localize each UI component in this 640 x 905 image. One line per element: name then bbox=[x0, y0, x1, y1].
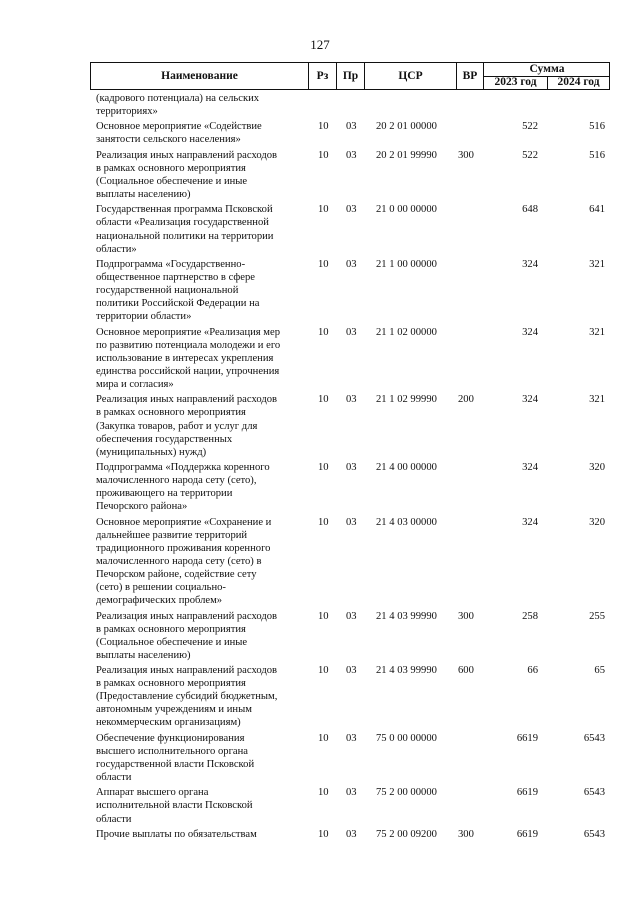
row-sum-2023: 324 bbox=[522, 462, 538, 474]
row-name: Обеспечение функционирования высшего исполнительного органа государственной власти Псковской области bbox=[96, 732, 255, 784]
row-vr: 300 bbox=[458, 828, 474, 840]
row-rz: 10 bbox=[318, 732, 329, 744]
row-rz: 10 bbox=[318, 665, 329, 677]
row-sum-2023: 324 bbox=[522, 394, 538, 406]
row-rz: 10 bbox=[318, 204, 329, 216]
table-row bbox=[0, 461, 640, 516]
row-pr: 03 bbox=[346, 665, 357, 677]
row-sum-2023: 522 bbox=[522, 121, 538, 133]
row-name: Аппарат высшего органа исполнительной власти Псковской области bbox=[96, 787, 253, 825]
row-rz: 10 bbox=[318, 149, 329, 161]
row-sum-2023: 648 bbox=[522, 204, 538, 216]
table-row bbox=[0, 92, 640, 120]
row-name: (кадрового потенциала) на сельских территориях» bbox=[96, 93, 260, 118]
row-name: Реализация иных направлений расходов в рамках основного мероприятия (Социальное обеспечение и иные выплаты населению) bbox=[96, 610, 278, 661]
table-row bbox=[0, 786, 640, 828]
row-vr: 200 bbox=[458, 394, 474, 406]
row-sum-2024: 516 bbox=[589, 121, 605, 133]
row-rz: 10 bbox=[318, 326, 329, 338]
row-csr: 75 0 00 00000 bbox=[376, 732, 437, 744]
row-pr: 03 bbox=[346, 462, 357, 474]
header-sum-group bbox=[484, 63, 610, 89]
row-sum-2024: 320 bbox=[589, 462, 605, 474]
table-row bbox=[0, 516, 640, 610]
row-sum-2024: 321 bbox=[589, 258, 605, 270]
header-vr: ВР bbox=[457, 63, 484, 89]
row-name: Прочие выплаты по обязательствам bbox=[96, 828, 257, 840]
row-name: Государственная программа Псковской области «Реализация государственной национальной политики на территории области» bbox=[96, 204, 274, 255]
row-sum-2023: 6619 bbox=[516, 787, 538, 799]
row-sum-2024: 6543 bbox=[583, 787, 605, 799]
table-row bbox=[0, 828, 640, 843]
page-number: 127 bbox=[310, 37, 330, 52]
row-rz: 10 bbox=[318, 394, 329, 406]
row-pr: 03 bbox=[346, 121, 357, 133]
row-rz: 10 bbox=[318, 258, 329, 270]
row-pr: 03 bbox=[346, 828, 357, 840]
row-pr: 03 bbox=[346, 516, 357, 528]
header-sum: Сумма bbox=[484, 63, 610, 77]
row-name: Основное мероприятие «Реализация мер по развитию потенциала молодежи и его использование в интересах укрепления единства российской нации, упрочнения мира и согласия» bbox=[96, 326, 281, 391]
row-pr: 03 bbox=[346, 394, 357, 406]
row-csr: 21 1 02 00000 bbox=[376, 326, 437, 338]
row-sum-2024: 65 bbox=[594, 665, 605, 677]
row-csr: 21 4 03 99990 bbox=[376, 665, 437, 677]
header-pr: Пр bbox=[337, 63, 365, 89]
row-pr: 03 bbox=[346, 732, 357, 744]
row-csr: 21 1 00 00000 bbox=[376, 258, 437, 270]
row-csr: 21 1 02 99990 bbox=[376, 394, 437, 406]
row-csr: 75 2 00 00000 bbox=[376, 787, 437, 799]
row-csr: 20 2 01 00000 bbox=[376, 121, 437, 133]
row-rz: 10 bbox=[318, 610, 329, 622]
row-sum-2024: 320 bbox=[589, 516, 605, 528]
row-csr: 21 4 00 00000 bbox=[376, 462, 437, 474]
row-csr: 21 4 03 99990 bbox=[376, 610, 437, 622]
row-sum-2023: 522 bbox=[522, 149, 538, 161]
row-sum-2024: 321 bbox=[589, 394, 605, 406]
row-rz: 10 bbox=[318, 828, 329, 840]
header-csr: ЦСР bbox=[365, 63, 457, 89]
row-csr: 21 0 00 00000 bbox=[376, 204, 437, 216]
header-year-2024: 2024 год bbox=[557, 76, 600, 88]
row-rz: 10 bbox=[318, 462, 329, 474]
row-sum-2023: 6619 bbox=[516, 828, 538, 840]
table-header bbox=[90, 62, 610, 90]
row-rz: 10 bbox=[318, 787, 329, 799]
row-vr: 300 bbox=[458, 610, 474, 622]
row-pr: 03 bbox=[346, 787, 357, 799]
table-row bbox=[0, 732, 640, 787]
table-row bbox=[0, 326, 640, 394]
row-sum-2023: 258 bbox=[522, 610, 538, 622]
row-sum-2024: 6543 bbox=[583, 732, 605, 744]
row-name: Подпрограмма «Государственно- общественное партнерство в сфере государственной национальной политики Российской Федерации на территории области» bbox=[96, 258, 260, 323]
table-row bbox=[0, 664, 640, 732]
row-csr: 21 4 03 00000 bbox=[376, 516, 437, 528]
row-vr: 600 bbox=[458, 665, 474, 677]
row-name: Основное мероприятие «Сохранение и дальнейшее развитие территорий традиционного проживания коренного малочисленного народа сету (сето) в Печорском районе, содействие сету (сето) в решении социально- демографических проблем» bbox=[96, 516, 272, 607]
row-sum-2023: 6619 bbox=[516, 732, 538, 744]
row-vr: 300 bbox=[458, 149, 474, 161]
table-row bbox=[0, 149, 640, 204]
row-sum-2023: 324 bbox=[522, 258, 538, 270]
row-pr: 03 bbox=[346, 258, 357, 270]
row-sum-2024: 321 bbox=[589, 326, 605, 338]
row-csr: 75 2 00 09200 bbox=[376, 828, 437, 840]
table-row bbox=[0, 393, 640, 461]
row-pr: 03 bbox=[346, 610, 357, 622]
row-sum-2024: 6543 bbox=[583, 828, 605, 840]
row-sum-2023: 324 bbox=[522, 516, 538, 528]
table-body bbox=[0, 92, 640, 843]
row-sum-2024: 255 bbox=[589, 610, 605, 622]
header-name: Наименование bbox=[91, 63, 309, 89]
header-rz: Рз bbox=[309, 63, 337, 89]
row-name: Подпрограмма «Поддержка коренного малочисленного народа сету (сето), проживающего на территории Печорского района» bbox=[96, 462, 270, 513]
row-pr: 03 bbox=[346, 149, 357, 161]
row-name: Реализация иных направлений расходов в рамках основного мероприятия (Предоставление субсидий бюджетным, автономным учреждениям и иным некоммерческим организациям) bbox=[96, 665, 278, 729]
row-csr: 20 2 01 99990 bbox=[376, 149, 437, 161]
row-sum-2023: 324 bbox=[522, 326, 538, 338]
table-row bbox=[0, 258, 640, 326]
row-name: Реализация иных направлений расходов в рамках основного мероприятия (Социальное обеспечение и иные выплаты населению) bbox=[96, 149, 278, 201]
header-year-2023: 2023 год bbox=[484, 76, 548, 89]
table-row bbox=[0, 203, 640, 258]
row-sum-2023: 66 bbox=[527, 665, 538, 677]
table-row bbox=[0, 120, 640, 148]
row-pr: 03 bbox=[346, 204, 357, 216]
row-rz: 10 bbox=[318, 516, 329, 528]
table-row bbox=[0, 610, 640, 665]
row-pr: 03 bbox=[346, 326, 357, 338]
row-rz: 10 bbox=[318, 121, 329, 133]
row-sum-2024: 516 bbox=[589, 149, 605, 161]
row-name: Основное мероприятие «Содействие занятости сельского населения» bbox=[96, 121, 262, 146]
row-sum-2024: 641 bbox=[589, 204, 605, 216]
row-name: Реализация иных направлений расходов в рамках основного мероприятия (Закупка товаров, работ и услуг для обеспечения государственных (муниципальных) нужд) bbox=[96, 394, 278, 458]
